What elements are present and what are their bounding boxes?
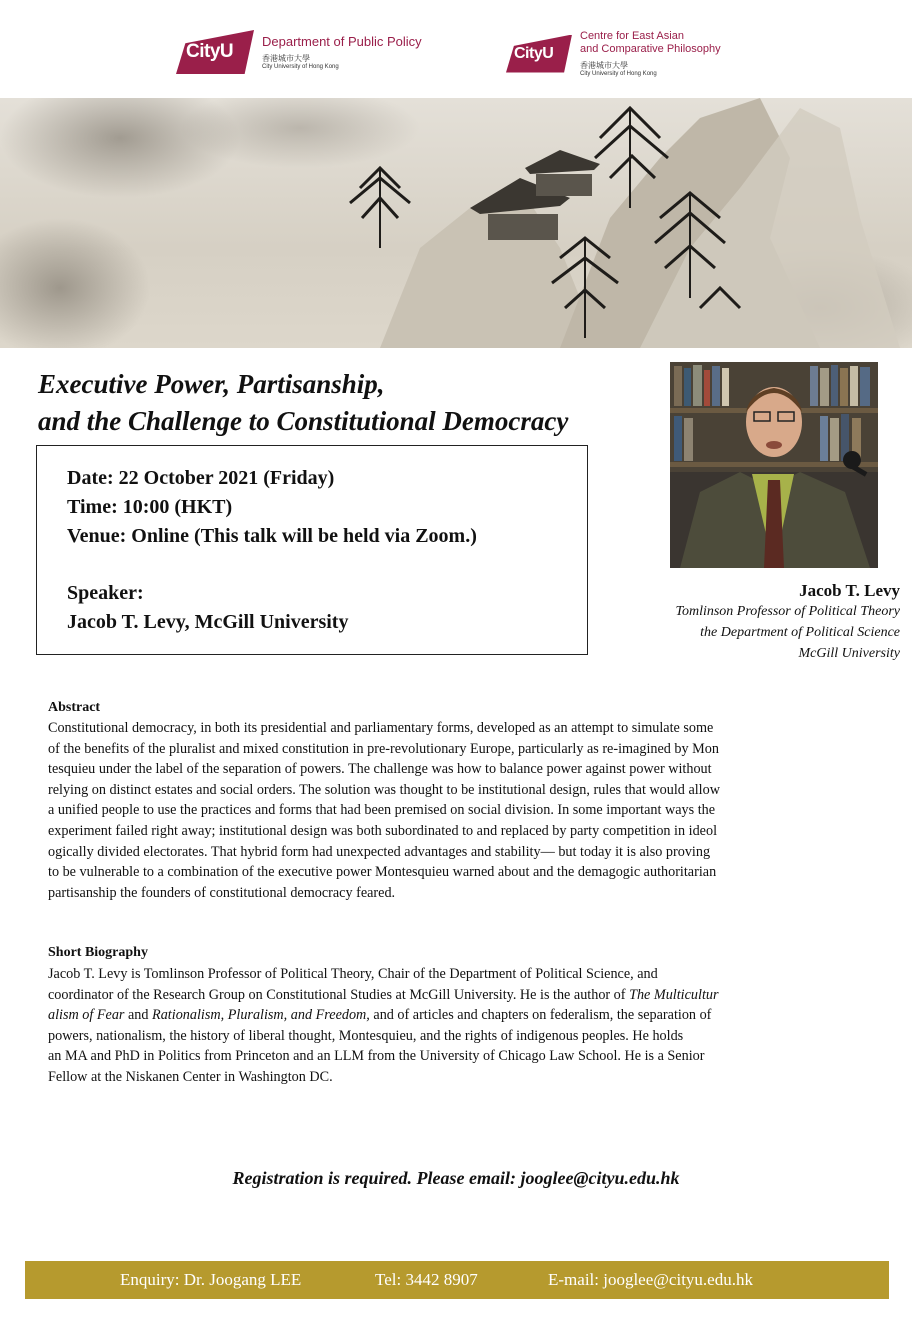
- logo-public-policy: [176, 30, 422, 74]
- abstract-line: a unified people to use the practices and forms that had been premised on social division. In some important ways the: [48, 802, 716, 819]
- abstract-line: tesquieu under the label of the separation of powers. The challenge was how to balance power against power without: [48, 761, 712, 778]
- talk-title-line1: Executive Power, Partisanship,: [38, 369, 385, 399]
- speaker-photo: [670, 362, 878, 568]
- book-title: The Multicultur: [629, 986, 719, 1003]
- abstract-line: partisanship the founders of constitutional democracy feared.: [48, 884, 396, 901]
- abstract-line: experiment failed right away; institutional design was both subordinated to and replaced by party competition in ideol: [48, 822, 718, 839]
- book-title: Rationalism, Pluralism, and Freedom,: [152, 1007, 370, 1024]
- registration-note: Registration is required. Please email: jooglee@cityu.edu.hk: [232, 1168, 680, 1188]
- abstract-body: [48, 718, 864, 903]
- university-chinese-name: 香港城市大學: [262, 54, 310, 63]
- abstract-line: to be vulnerable to a combination of the executive power Montesquieu warned about and the demagogic authoritarian: [48, 864, 717, 881]
- landscape-painting-banner: [0, 98, 912, 348]
- book-title: alism of Fear: [48, 1007, 125, 1024]
- university-chinese-name: 香港城市大學: [580, 61, 628, 70]
- bio-line: alism of Fear and Rationalism, Pluralism, and Freedom, and of articles and chapters on federalism, the separation of: [48, 1007, 712, 1024]
- abstract-line: relying on distinct estates and social orders. The solution was thought to be institutional design, rules that would allow: [48, 781, 720, 798]
- abstract-line: Constitutional democracy, in both its presidential and parliamentary forms, developed as an attempt to simulate some: [48, 720, 714, 736]
- biography-body: [48, 964, 864, 1088]
- talk-title: [38, 366, 568, 440]
- bio-line: powers, nationalism, the history of liberal thought, Montesquieu, and the rights of indigenous peoples. He holds: [48, 1027, 684, 1044]
- biography-heading: Short Biography: [48, 945, 148, 960]
- speaker-card-title: Tomlinson Professor of Political Theory: [675, 604, 900, 619]
- university-english-name: City University of Hong Kong: [580, 71, 657, 77]
- enquiry-telephone: Tel: 3442 8907: [375, 1270, 478, 1289]
- speaker-card-university: McGill University: [798, 646, 900, 661]
- enquiry-email: E-mail: jooglee@cityu.edu.hk: [548, 1270, 753, 1289]
- event-time: Time: 10:00 (HKT): [67, 496, 233, 518]
- speaker-card-department: the Department of Political Science: [700, 625, 900, 640]
- speaker-card-name: Jacob T. Levy: [799, 581, 900, 600]
- centre-name-line1: Centre for East Asian: [580, 30, 684, 42]
- event-date: Date: 22 October 2021 (Friday): [67, 467, 335, 489]
- event-venue: Venue: Online (This talk will be held via Zoom.): [67, 525, 477, 547]
- cityu-logo-mark: CityU: [176, 30, 254, 74]
- department-name: Department of Public Policy: [262, 34, 422, 49]
- cityu-logo-mark: CityU: [506, 35, 572, 73]
- logo-centre-philosophy: [506, 30, 721, 77]
- event-info-box: [36, 445, 588, 655]
- abstract-heading: Abstract: [48, 700, 101, 715]
- bio-line: Fellow at the Niskanen Center in Washington DC.: [48, 1068, 333, 1085]
- talk-title-line2: and the Challenge to Constitutional Democracy: [38, 406, 569, 436]
- university-english-name: City University of Hong Kong: [262, 64, 339, 70]
- speaker-name-affiliation: Jacob T. Levy, McGill University: [67, 611, 349, 633]
- enquiry-contact: Enquiry: Dr. Joogang LEE: [120, 1270, 302, 1289]
- bio-line: coordinator of the Research Group on Constitutional Studies at McGill University. He is the author of The Multicultur: [48, 986, 719, 1003]
- enquiry-footer-bar: [25, 1261, 889, 1299]
- bio-line: Jacob T. Levy is Tomlinson Professor of Political Theory, Chair of the Department of Political Science, and: [48, 966, 658, 982]
- abstract-line: of the benefits of the pluralist and mixed constitution in pre-revolutionary Europe, particularly as re-imagined by Mon: [48, 740, 719, 757]
- speaker-label: Speaker:: [67, 582, 144, 604]
- bio-line: an MA and PhD in Politics from Princeton and an LLM from the University of Chicago Law School. He is a Senior: [48, 1048, 705, 1065]
- centre-name-line2: and Comparative Philosophy: [580, 43, 721, 55]
- abstract-line: ogically divided electorates. That hybrid form had unexpected advantages and stability— but today it is also proving: [48, 843, 711, 860]
